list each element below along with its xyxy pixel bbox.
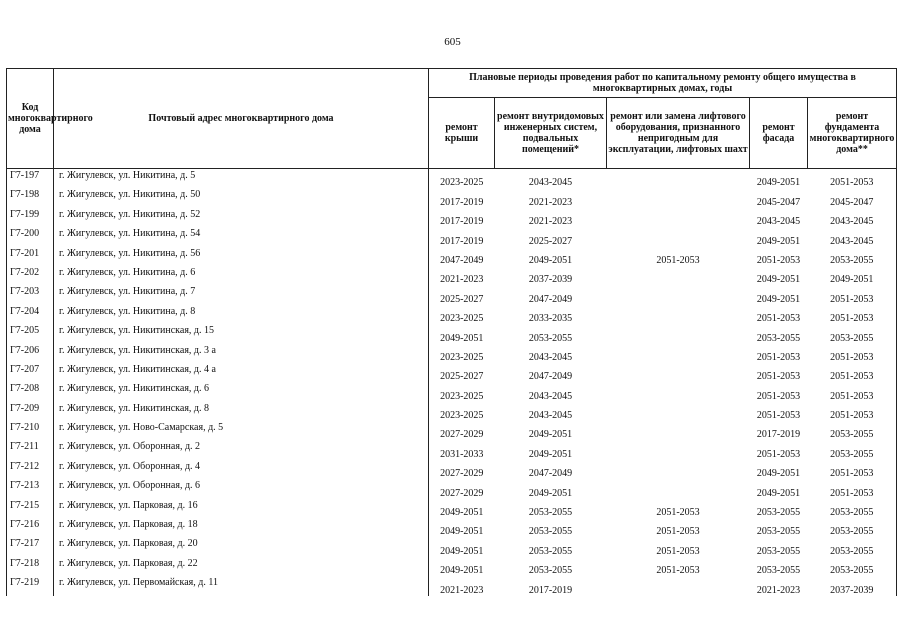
cell-lift [607, 208, 750, 227]
cell-address: г. Жигулевск, ул. Парковая, д. 16 [54, 499, 429, 518]
cell-systems: 2047-2049 [528, 293, 573, 305]
cell-facade: 2021-2023 [756, 584, 801, 596]
cell-address: г. Жигулевск, ул. Никитина, д. 50 [54, 188, 429, 207]
cell-lift: 2051-2053 [656, 507, 700, 519]
repair-schedule-table [6, 68, 897, 596]
cell-roof: 2023-2025 [440, 351, 484, 363]
cell-lift [607, 305, 750, 324]
header-facade: ремонт фасада [750, 98, 808, 169]
cell-systems: 2047-2049 [528, 468, 573, 480]
cell-systems: 2049-2051 [528, 254, 573, 266]
cell-code: Г7-211 [7, 440, 54, 459]
cell-facade: 2051-2053 [756, 448, 801, 460]
cell-lift [607, 285, 750, 304]
cell-roof: 2021-2023 [440, 274, 484, 286]
cell-lift [607, 440, 750, 459]
cell-roof: 2023-2025 [440, 313, 484, 325]
cell-roof: 2017-2019 [440, 235, 484, 247]
cell-foundation: 2051-2053 [808, 382, 897, 401]
cell-code: Г7-204 [7, 305, 54, 324]
page-number: 605 [444, 36, 461, 48]
cell-code: Г7-210 [7, 421, 54, 440]
cell-address: г. Жигулевск, ул. Никитина, д. 5 [54, 169, 429, 189]
cell-code: Г7-213 [7, 479, 54, 498]
cell-lift [607, 169, 750, 189]
cell-address: г. Жигулевск, ул. Никитина, д. 56 [54, 247, 429, 266]
table-row [7, 285, 897, 304]
cell-address: г. Жигулевск, ул. Парковая, д. 22 [54, 557, 429, 576]
table-row [7, 324, 897, 343]
cell-lift [607, 382, 750, 401]
table-row [7, 305, 897, 324]
cell-foundation: 2043-2045 [808, 227, 897, 246]
cell-facade: 2043-2045 [756, 216, 801, 228]
cell-foundation: 2049-2051 [808, 266, 897, 285]
cell-systems: 2053-2055 [528, 526, 573, 538]
cell-foundation: 2037-2039 [808, 576, 897, 595]
cell-systems: 2017-2019 [528, 584, 573, 596]
cell-systems: 2053-2055 [528, 332, 573, 344]
cell-code: Г7-208 [7, 382, 54, 401]
cell-code: Г7-217 [7, 537, 54, 556]
cell-address: г. Жигулевск, ул. Первомайская, д. 11 [54, 576, 429, 595]
cell-facade: 2053-2055 [756, 332, 801, 344]
cell-lift: 2051-2053 [656, 254, 700, 266]
table-row [7, 557, 897, 576]
header-address: Почтовый адрес многоквартирного дома [54, 69, 429, 169]
cell-systems: 2049-2051 [528, 487, 573, 499]
cell-foundation: 2053-2055 [808, 324, 897, 343]
cell-lift [607, 344, 750, 363]
cell-roof: 2049-2051 [440, 565, 484, 577]
cell-roof: 2023-2025 [440, 177, 484, 189]
cell-roof: 2027-2029 [440, 487, 484, 499]
table-row [7, 208, 897, 227]
cell-address: г. Жигулевск, ул. Оборонная, д. 4 [54, 460, 429, 479]
cell-lift [607, 227, 750, 246]
cell-address: г. Жигулевск, ул. Никитина, д. 6 [54, 266, 429, 285]
cell-code: Г7-219 [7, 576, 54, 595]
cell-code: Г7-206 [7, 344, 54, 363]
header-foundation: ремонт фундамента многоквартирного дома** [808, 98, 897, 169]
header-systems: ремонт внутридомовых инженерных систем, подвальных помещений* [495, 98, 607, 169]
cell-foundation: 2053-2055 [808, 247, 897, 266]
cell-address: г. Жигулевск, ул. Никитинская, д. 8 [54, 402, 429, 421]
cell-systems: 2033-2035 [528, 313, 573, 325]
cell-foundation: 2043-2045 [808, 208, 897, 227]
cell-lift [607, 402, 750, 421]
cell-address: г. Жигулевск, ул. Никитинская, д. 4 а [54, 363, 429, 382]
cell-address: г. Жигулевск, ул. Парковая, д. 20 [54, 537, 429, 556]
table-row [7, 479, 897, 498]
cell-facade: 2051-2053 [756, 313, 801, 325]
cell-facade: 2053-2055 [756, 507, 801, 519]
cell-roof: 2049-2051 [440, 507, 484, 519]
cell-facade: 2049-2051 [756, 487, 801, 499]
cell-foundation: 2053-2055 [808, 537, 897, 556]
cell-code: Г7-202 [7, 266, 54, 285]
header-periods-title: Плановые периоды проведения работ по капитальному ремонту общего имущества в многоквартирных домах, годы [429, 69, 897, 98]
cell-lift: 2051-2053 [656, 545, 700, 557]
cell-address: г. Жигулевск, ул. Никитина, д. 52 [54, 208, 429, 227]
table-row [7, 440, 897, 459]
table-row [7, 499, 897, 518]
cell-systems: 2053-2055 [528, 565, 573, 577]
cell-systems: 2049-2051 [528, 448, 573, 460]
cell-code: Г7-218 [7, 557, 54, 576]
cell-systems: 2025-2027 [528, 235, 573, 247]
cell-facade: 2053-2055 [756, 526, 801, 538]
cell-lift [607, 363, 750, 382]
cell-facade: 2049-2051 [756, 468, 801, 480]
cell-roof: 2027-2029 [440, 468, 484, 480]
cell-systems: 2043-2045 [528, 390, 573, 402]
cell-facade: 2049-2051 [756, 177, 801, 189]
cell-foundation: 2051-2053 [808, 402, 897, 421]
cell-code: Г7-212 [7, 460, 54, 479]
cell-lift [607, 421, 750, 440]
cell-code: Г7-200 [7, 227, 54, 246]
cell-roof: 2025-2027 [440, 371, 484, 383]
cell-address: г. Жигулевск, ул. Никитина, д. 7 [54, 285, 429, 304]
cell-foundation: 2053-2055 [808, 557, 897, 576]
cell-address: г. Жигулевск, ул. Никитина, д. 8 [54, 305, 429, 324]
header-roof: ремонт крыши [429, 98, 495, 169]
cell-facade: 2051-2053 [756, 371, 801, 383]
cell-code: Г7-209 [7, 402, 54, 421]
cell-systems: 2021-2023 [528, 196, 573, 208]
cell-foundation: 2051-2053 [808, 344, 897, 363]
cell-facade: 2053-2055 [756, 545, 801, 557]
cell-foundation: 2053-2055 [808, 421, 897, 440]
cell-foundation: 2053-2055 [808, 518, 897, 537]
cell-systems: 2047-2049 [528, 371, 573, 383]
cell-foundation: 2051-2053 [808, 460, 897, 479]
cell-facade: 2053-2055 [756, 565, 801, 577]
cell-lift: 2051-2053 [656, 526, 700, 538]
cell-foundation: 2053-2055 [808, 440, 897, 459]
table-row [7, 247, 897, 266]
cell-facade: 2051-2053 [756, 410, 801, 422]
cell-code: Г7-201 [7, 247, 54, 266]
cell-lift [607, 479, 750, 498]
table-row [7, 344, 897, 363]
cell-systems: 2021-2023 [528, 216, 573, 228]
cell-code: Г7-199 [7, 208, 54, 227]
table-row [7, 460, 897, 479]
cell-address: г. Жигулевск, ул. Никитинская, д. 15 [54, 324, 429, 343]
cell-code: Г7-207 [7, 363, 54, 382]
cell-roof: 2047-2049 [440, 254, 484, 266]
cell-systems: 2049-2051 [528, 429, 573, 441]
cell-code: Г7-215 [7, 499, 54, 518]
cell-roof: 2023-2025 [440, 390, 484, 402]
cell-lift [607, 576, 750, 595]
table-row [7, 518, 897, 537]
cell-lift [607, 460, 750, 479]
cell-roof: 2049-2051 [440, 332, 484, 344]
cell-roof: 2049-2051 [440, 526, 484, 538]
cell-lift: 2051-2053 [656, 565, 700, 577]
cell-address: г. Жигулевск, ул. Никитинская, д. 3 а [54, 344, 429, 363]
cell-roof: 2017-2019 [440, 196, 484, 208]
cell-systems: 2053-2055 [528, 545, 573, 557]
cell-systems: 2037-2039 [528, 274, 573, 286]
cell-facade: 2051-2053 [756, 390, 801, 402]
cell-facade: 2017-2019 [756, 429, 801, 441]
cell-foundation: 2051-2053 [808, 363, 897, 382]
cell-facade: 2051-2053 [756, 351, 801, 363]
cell-facade: 2049-2051 [756, 274, 801, 286]
cell-roof: 2027-2029 [440, 429, 484, 441]
cell-code: Г7-203 [7, 285, 54, 304]
cell-code: Г7-216 [7, 518, 54, 537]
cell-address: г. Жигулевск, ул. Оборонная, д. 6 [54, 479, 429, 498]
cell-foundation: 2051-2053 [808, 479, 897, 498]
cell-facade: 2049-2051 [756, 293, 801, 305]
table-row [7, 402, 897, 421]
cell-lift [607, 188, 750, 207]
cell-foundation: 2051-2053 [808, 169, 897, 189]
cell-systems: 2053-2055 [528, 507, 573, 519]
cell-systems: 2043-2045 [528, 351, 573, 363]
table-row [7, 169, 897, 189]
cell-systems: 2043-2045 [528, 177, 573, 189]
cell-address: г. Жигулевск, ул. Оборонная, д. 2 [54, 440, 429, 459]
table-header [7, 69, 897, 169]
cell-roof: 2031-2033 [440, 448, 484, 460]
table-body [7, 169, 897, 596]
cell-systems: 2043-2045 [528, 410, 573, 422]
cell-foundation: 2051-2053 [808, 305, 897, 324]
cell-lift [607, 324, 750, 343]
table-row [7, 537, 897, 556]
cell-code: Г7-197 [7, 169, 54, 189]
cell-roof: 2049-2051 [440, 545, 484, 557]
table-row [7, 421, 897, 440]
cell-foundation: 2051-2053 [808, 285, 897, 304]
table-row [7, 188, 897, 207]
cell-roof: 2023-2025 [440, 410, 484, 422]
cell-address: г. Жигулевск, ул. Никитина, д. 54 [54, 227, 429, 246]
table-row [7, 266, 897, 285]
table-row [7, 227, 897, 246]
table-row [7, 382, 897, 401]
cell-foundation: 2053-2055 [808, 499, 897, 518]
cell-facade: 2049-2051 [756, 235, 801, 247]
header-lift: ремонт или замена лифтового оборудования, признанного непригодным для эксплуатации, лифтовых шахт [607, 98, 750, 169]
cell-roof: 2017-2019 [440, 216, 484, 228]
header-code: Код многоквартирного дома [7, 69, 54, 169]
cell-facade: 2045-2047 [756, 196, 801, 208]
cell-code: Г7-205 [7, 324, 54, 343]
cell-lift [607, 266, 750, 285]
table-row [7, 363, 897, 382]
cell-roof: 2025-2027 [440, 293, 484, 305]
table-row [7, 576, 897, 595]
cell-facade: 2051-2053 [756, 254, 801, 266]
cell-roof: 2021-2023 [440, 584, 484, 596]
cell-address: г. Жигулевск, ул. Парковая, д. 18 [54, 518, 429, 537]
cell-address: г. Жигулевск, ул. Никитинская, д. 6 [54, 382, 429, 401]
cell-foundation: 2045-2047 [808, 188, 897, 207]
cell-address: г. Жигулевск, ул. Ново-Самарская, д. 5 [54, 421, 429, 440]
cell-code: Г7-198 [7, 188, 54, 207]
